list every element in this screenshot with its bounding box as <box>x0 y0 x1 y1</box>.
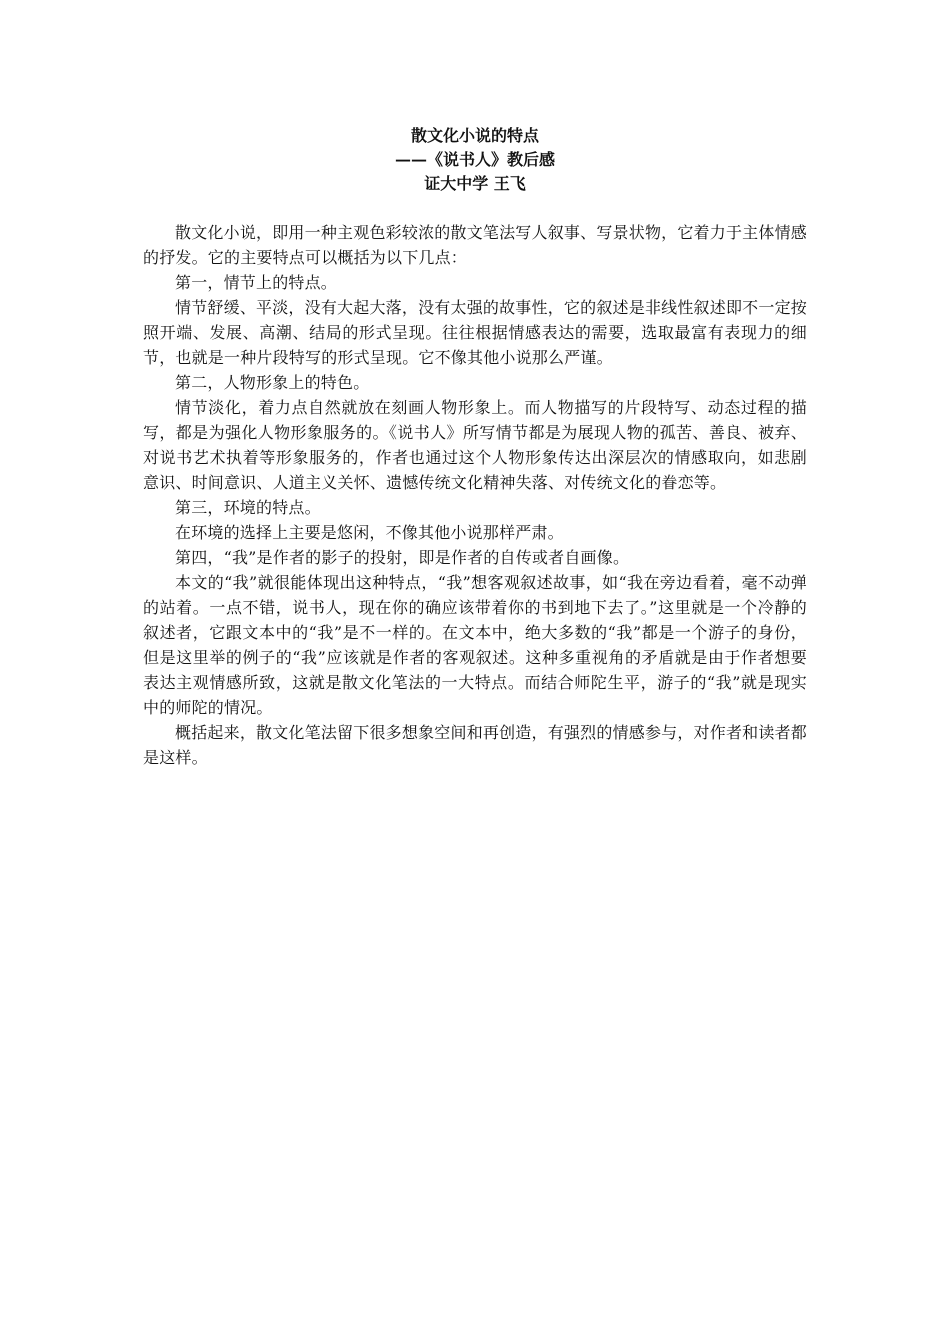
document-page <box>143 124 807 770</box>
document-subtitle: ——《说书人》教后感 <box>394 150 555 169</box>
document-author: 证大中学 王飞 <box>424 174 526 193</box>
paragraph-heading-4: 第四，“我”是作者的影子的投射，即是作者的自传或者自画像。 <box>175 548 630 567</box>
title-block <box>143 124 807 196</box>
paragraph-narrator: 本文的“我”就很能体现出这种特点，“我”想客观叙述故事，如“我在旁边看着，毫不动弹的站着。一点不错，说书人，现在你的确应该带着你的书到地下去了。”这里就是一个冷静的叙述者，它跟文本中的“我”是不一样的。在文本中，绝大多数的“我”都是一个游子的身份，但是这里举的例子的“我”应该就是作者的客观叙述。这种多重视角的矛盾就是由于作者想要表达主观情感所致，这就是散文化笔法的一大特点。而结合师陀生平，游子的“我”就是现实中的师陀的情况。 <box>143 573 807 717</box>
paragraph-character: 情节淡化，着力点自然就放在刻画人物形象上。而人物描写的片段特写、动态过程的描写，都是为强化人物形象服务的。《说书人》所写情节都是为展现人物的孤苦、善良、被弃、对说书艺术执着等形象服务的，作者也通过这个人物形象传达出深层次的情感取向，如悲剧意识、时间意识、人道主义关怀、遗憾传统文化精神失落、对传统文化的眷恋等。 <box>143 398 807 492</box>
paragraph-conclusion: 概括起来，散文化笔法留下很多想象空间和再创造，有强烈的情感参与，对作者和读者都是这样。 <box>143 723 807 767</box>
paragraph-plot: 情节舒缓、平淡，没有大起大落，没有太强的故事性，它的叙述是非线性叙述即不一定按照开端、发展、高潮、结局的形式呈现。往往根据情感表达的需要，选取最富有表现力的细节，也就是一种片段特写的形式呈现。它不像其他小说那么严谨。 <box>143 298 807 367</box>
document-body <box>143 220 807 770</box>
paragraph-heading-1: 第一，情节上的特点。 <box>175 273 338 292</box>
paragraph-heading-3: 第三，环境的特点。 <box>175 498 321 517</box>
paragraph-intro: 散文化小说，即用一种主观色彩较浓的散文笔法写人叙事、写景状物，它着力于主体情感的抒发。它的主要特点可以概括为以下几点： <box>143 223 807 267</box>
paragraph-heading-2: 第二，人物形象上的特色。 <box>175 373 370 392</box>
paragraph-environment: 在环境的选择上主要是悠闲，不像其他小说那样严肃。 <box>175 523 564 542</box>
document-title: 散文化小说的特点 <box>410 126 539 145</box>
